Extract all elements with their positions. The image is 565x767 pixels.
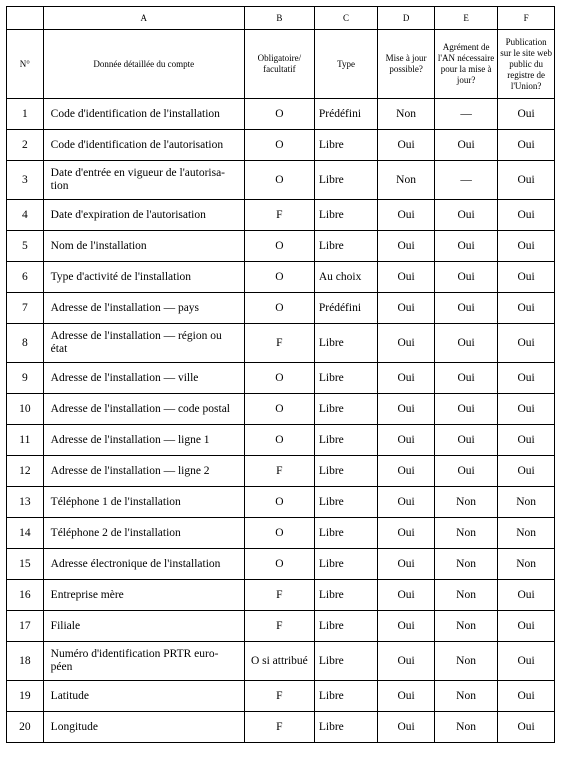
- column-letter: [7, 7, 44, 30]
- update-possible-cell: Oui: [378, 611, 435, 642]
- type-cell: Libre: [314, 642, 377, 681]
- type-cell: Libre: [314, 487, 377, 518]
- update-possible-cell: Oui: [378, 549, 435, 580]
- public-publication-cell: Oui: [498, 394, 555, 425]
- row-number-cell: 14: [7, 518, 44, 549]
- column-header: Publication sur le site web public du registre de l'Union?: [498, 30, 555, 99]
- field-name-cell: Numéro d'identification PRTR euro-péen: [43, 642, 244, 681]
- type-cell: Libre: [314, 456, 377, 487]
- table-row: [7, 231, 555, 262]
- update-possible-cell: Oui: [378, 580, 435, 611]
- type-cell: Libre: [314, 200, 377, 231]
- row-number-cell: 18: [7, 642, 44, 681]
- row-number-cell: 4: [7, 200, 44, 231]
- requirement-cell: F: [244, 324, 314, 363]
- update-possible-cell: Non: [378, 99, 435, 130]
- field-name-cell: Longitude: [43, 712, 244, 743]
- column-header: Mise à jour possible?: [378, 30, 435, 99]
- requirement-cell: O: [244, 518, 314, 549]
- requirement-cell: O: [244, 130, 314, 161]
- row-number-cell: 11: [7, 425, 44, 456]
- public-publication-cell: Oui: [498, 262, 555, 293]
- update-possible-cell: Oui: [378, 262, 435, 293]
- field-name-cell: Date d'entrée en vigueur de l'autorisa-tion: [43, 161, 244, 200]
- public-publication-cell: Oui: [498, 200, 555, 231]
- update-possible-cell: Oui: [378, 642, 435, 681]
- approval-required-cell: Oui: [434, 200, 497, 231]
- row-number-cell: 7: [7, 293, 44, 324]
- field-name-cell: Type d'activité de l'installation: [43, 262, 244, 293]
- public-publication-cell: Non: [498, 487, 555, 518]
- column-letter: D: [378, 7, 435, 30]
- public-publication-cell: Oui: [498, 642, 555, 681]
- field-name-cell: Date d'expiration de l'autorisation: [43, 200, 244, 231]
- type-cell: Libre: [314, 518, 377, 549]
- requirement-cell: O: [244, 487, 314, 518]
- requirement-cell: O: [244, 293, 314, 324]
- type-cell: Libre: [314, 580, 377, 611]
- table-row: [7, 681, 555, 712]
- requirement-cell: O: [244, 363, 314, 394]
- column-header: Obligatoire/ facultatif: [244, 30, 314, 99]
- account-details-table: [6, 6, 555, 743]
- column-letter-row: [7, 7, 555, 30]
- update-possible-cell: Oui: [378, 456, 435, 487]
- requirement-cell: F: [244, 580, 314, 611]
- requirement-cell: F: [244, 200, 314, 231]
- type-cell: Au choix: [314, 262, 377, 293]
- type-cell: Libre: [314, 161, 377, 200]
- requirement-cell: O si attribué: [244, 642, 314, 681]
- field-name-cell: Code d'identification de l'autorisation: [43, 130, 244, 161]
- field-name-cell: Code d'identification de l'installation: [43, 99, 244, 130]
- update-possible-cell: Oui: [378, 394, 435, 425]
- table-row: [7, 518, 555, 549]
- field-name-cell: Filiale: [43, 611, 244, 642]
- type-cell: Libre: [314, 363, 377, 394]
- type-cell: Libre: [314, 611, 377, 642]
- public-publication-cell: Oui: [498, 712, 555, 743]
- table-row: [7, 611, 555, 642]
- table-row: [7, 394, 555, 425]
- approval-required-cell: Oui: [434, 363, 497, 394]
- column-letter: A: [43, 7, 244, 30]
- requirement-cell: F: [244, 712, 314, 743]
- field-name-cell: Nom de l'installation: [43, 231, 244, 262]
- field-name-cell: Téléphone 2 de l'installation: [43, 518, 244, 549]
- field-name-cell: Latitude: [43, 681, 244, 712]
- public-publication-cell: Oui: [498, 456, 555, 487]
- row-number-cell: 16: [7, 580, 44, 611]
- field-name-cell: Adresse de l'installation — code postal: [43, 394, 244, 425]
- field-name-cell: Adresse de l'installation — région ou état: [43, 324, 244, 363]
- update-possible-cell: Oui: [378, 130, 435, 161]
- public-publication-cell: Oui: [498, 161, 555, 200]
- row-number-cell: 15: [7, 549, 44, 580]
- public-publication-cell: Oui: [498, 130, 555, 161]
- column-header: N°: [7, 30, 44, 99]
- approval-required-cell: —: [434, 99, 497, 130]
- type-cell: Libre: [314, 324, 377, 363]
- table-row: [7, 425, 555, 456]
- approval-required-cell: Non: [434, 712, 497, 743]
- row-number-cell: 12: [7, 456, 44, 487]
- public-publication-cell: Oui: [498, 293, 555, 324]
- table-row: [7, 324, 555, 363]
- table-row: [7, 642, 555, 681]
- public-publication-cell: Oui: [498, 425, 555, 456]
- update-possible-cell: Oui: [378, 487, 435, 518]
- field-name-cell: Adresse de l'installation — ville: [43, 363, 244, 394]
- public-publication-cell: Oui: [498, 324, 555, 363]
- approval-required-cell: Oui: [434, 130, 497, 161]
- table-row: [7, 549, 555, 580]
- type-cell: Libre: [314, 712, 377, 743]
- table-row: [7, 99, 555, 130]
- column-header: Type: [314, 30, 377, 99]
- update-possible-cell: Oui: [378, 363, 435, 394]
- public-publication-cell: Oui: [498, 99, 555, 130]
- table-row: [7, 363, 555, 394]
- public-publication-cell: Non: [498, 549, 555, 580]
- column-header-row: [7, 30, 555, 99]
- requirement-cell: F: [244, 681, 314, 712]
- type-cell: Prédéfini: [314, 293, 377, 324]
- row-number-cell: 9: [7, 363, 44, 394]
- update-possible-cell: Oui: [378, 712, 435, 743]
- update-possible-cell: Oui: [378, 200, 435, 231]
- table-row: [7, 200, 555, 231]
- public-publication-cell: Oui: [498, 611, 555, 642]
- table-row: [7, 161, 555, 200]
- table-row: [7, 580, 555, 611]
- approval-required-cell: Oui: [434, 231, 497, 262]
- requirement-cell: O: [244, 549, 314, 580]
- approval-required-cell: Non: [434, 642, 497, 681]
- requirement-cell: F: [244, 456, 314, 487]
- update-possible-cell: Non: [378, 161, 435, 200]
- update-possible-cell: Oui: [378, 518, 435, 549]
- approval-required-cell: Oui: [434, 456, 497, 487]
- row-number-cell: 10: [7, 394, 44, 425]
- approval-required-cell: Oui: [434, 293, 497, 324]
- column-letter: E: [434, 7, 497, 30]
- type-cell: Libre: [314, 231, 377, 262]
- column-letter: C: [314, 7, 377, 30]
- public-publication-cell: Oui: [498, 363, 555, 394]
- row-number-cell: 19: [7, 681, 44, 712]
- approval-required-cell: Oui: [434, 324, 497, 363]
- approval-required-cell: —: [434, 161, 497, 200]
- row-number-cell: 20: [7, 712, 44, 743]
- table-row: [7, 456, 555, 487]
- type-cell: Libre: [314, 394, 377, 425]
- column-letter: B: [244, 7, 314, 30]
- field-name-cell: Adresse de l'installation — pays: [43, 293, 244, 324]
- approval-required-cell: Non: [434, 580, 497, 611]
- table-row: [7, 487, 555, 518]
- row-number-cell: 5: [7, 231, 44, 262]
- requirement-cell: O: [244, 262, 314, 293]
- table-row: [7, 293, 555, 324]
- row-number-cell: 8: [7, 324, 44, 363]
- row-number-cell: 6: [7, 262, 44, 293]
- requirement-cell: O: [244, 161, 314, 200]
- approval-required-cell: Oui: [434, 394, 497, 425]
- table-row: [7, 712, 555, 743]
- public-publication-cell: Non: [498, 518, 555, 549]
- type-cell: Libre: [314, 425, 377, 456]
- update-possible-cell: Oui: [378, 293, 435, 324]
- public-publication-cell: Oui: [498, 580, 555, 611]
- table-row: [7, 130, 555, 161]
- type-cell: Prédéfini: [314, 99, 377, 130]
- approval-required-cell: Non: [434, 681, 497, 712]
- field-name-cell: Entreprise mère: [43, 580, 244, 611]
- row-number-cell: 1: [7, 99, 44, 130]
- approval-required-cell: Non: [434, 549, 497, 580]
- field-name-cell: Téléphone 1 de l'installation: [43, 487, 244, 518]
- field-name-cell: Adresse de l'installation — ligne 1: [43, 425, 244, 456]
- field-name-cell: Adresse de l'installation — ligne 2: [43, 456, 244, 487]
- public-publication-cell: Oui: [498, 681, 555, 712]
- update-possible-cell: Oui: [378, 425, 435, 456]
- requirement-cell: O: [244, 425, 314, 456]
- public-publication-cell: Oui: [498, 231, 555, 262]
- approval-required-cell: Oui: [434, 425, 497, 456]
- update-possible-cell: Oui: [378, 681, 435, 712]
- update-possible-cell: Oui: [378, 324, 435, 363]
- column-letter: F: [498, 7, 555, 30]
- type-cell: Libre: [314, 130, 377, 161]
- field-name-cell: Adresse électronique de l'installation: [43, 549, 244, 580]
- update-possible-cell: Oui: [378, 231, 435, 262]
- requirement-cell: O: [244, 99, 314, 130]
- approval-required-cell: Oui: [434, 262, 497, 293]
- requirement-cell: O: [244, 394, 314, 425]
- row-number-cell: 3: [7, 161, 44, 200]
- approval-required-cell: Non: [434, 518, 497, 549]
- row-number-cell: 2: [7, 130, 44, 161]
- approval-required-cell: Non: [434, 611, 497, 642]
- requirement-cell: O: [244, 231, 314, 262]
- approval-required-cell: Non: [434, 487, 497, 518]
- column-header: Agrément de l'AN nécessaire pour la mise à jour?: [434, 30, 497, 99]
- row-number-cell: 13: [7, 487, 44, 518]
- type-cell: Libre: [314, 549, 377, 580]
- table-row: [7, 262, 555, 293]
- type-cell: Libre: [314, 681, 377, 712]
- requirement-cell: F: [244, 611, 314, 642]
- column-header: Donnée détaillée du compte: [43, 30, 244, 99]
- row-number-cell: 17: [7, 611, 44, 642]
